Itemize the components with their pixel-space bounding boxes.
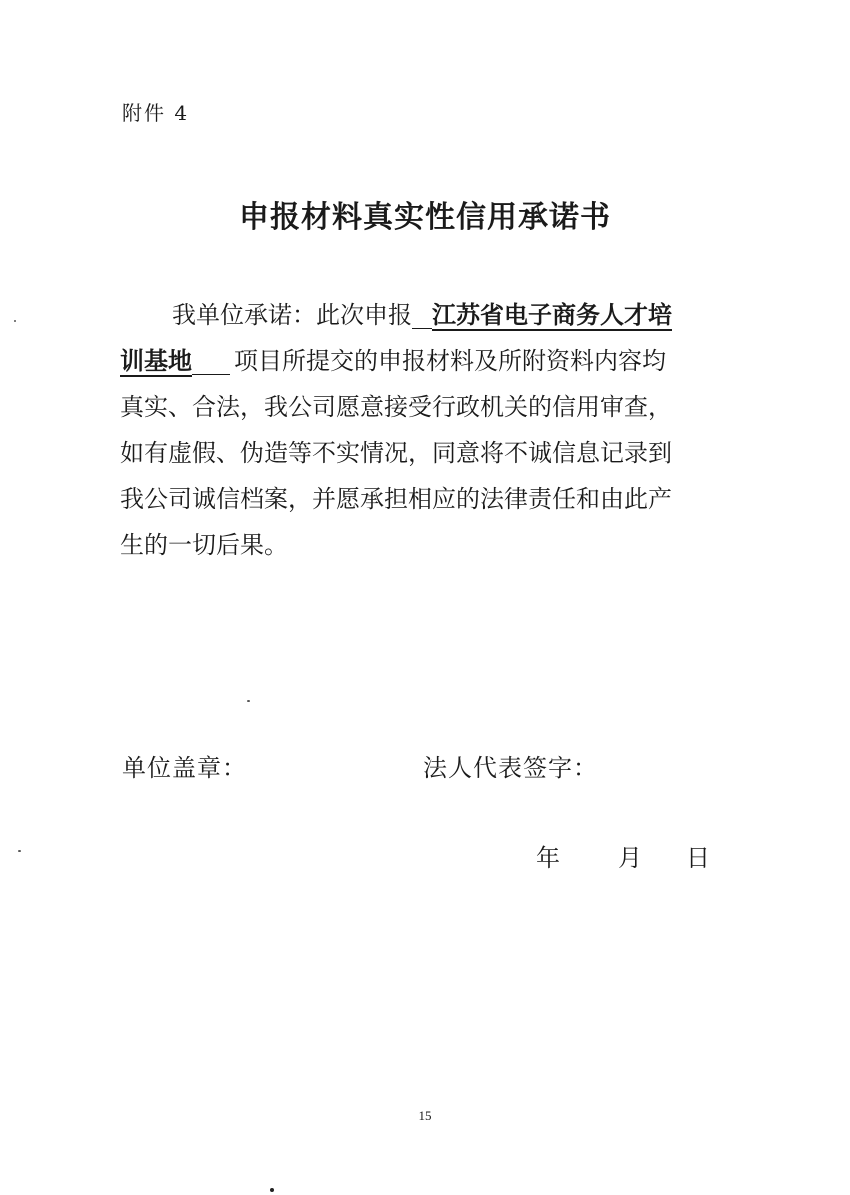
scan-speck [18, 850, 21, 852]
blank-underline-lead [412, 298, 432, 329]
commitment-body [120, 292, 730, 568]
attachment-label: 附件 4 [122, 101, 190, 125]
unit-seal-label: 单位盖章： [122, 754, 247, 782]
body-line-5: 我公司诚信档案，并愿承担相应的法律责任和由此产 [120, 485, 672, 513]
body-line-4: 如有虚假、伪造等不实情况，同意将不诚信息记录到 [120, 439, 672, 467]
scan-speck [270, 1188, 274, 1192]
body-line-3: 真实、合法，我公司愿意接受行政机关的信用审查， [120, 393, 672, 421]
date-day-label: 日 [686, 844, 710, 872]
body-line-6: 生的一切后果。 [120, 531, 288, 559]
blank-underline-tail [192, 344, 230, 375]
date-year-label: 年 [536, 844, 560, 872]
project-name-part2: 训基地 [120, 346, 192, 375]
legal-representative-signature-label: 法人代表签字： [423, 754, 598, 782]
project-name-part1: 江苏省电子商务人才培 [432, 300, 672, 329]
scan-speck [247, 700, 250, 702]
date-month-label: 月 [618, 844, 642, 872]
body-line-2 [120, 338, 730, 384]
page-number: 15 [418, 1108, 432, 1123]
date-row [536, 838, 710, 873]
scan-speck [14, 320, 16, 322]
body-line-1 [120, 292, 730, 338]
commitment-line-2: 项目所提交的申报材料及所附资料内容均 [234, 347, 666, 375]
commitment-prefix: 我单位承诺：此次申报 [172, 301, 412, 329]
document-title: 申报材料真实性信用承诺书 [239, 200, 611, 235]
